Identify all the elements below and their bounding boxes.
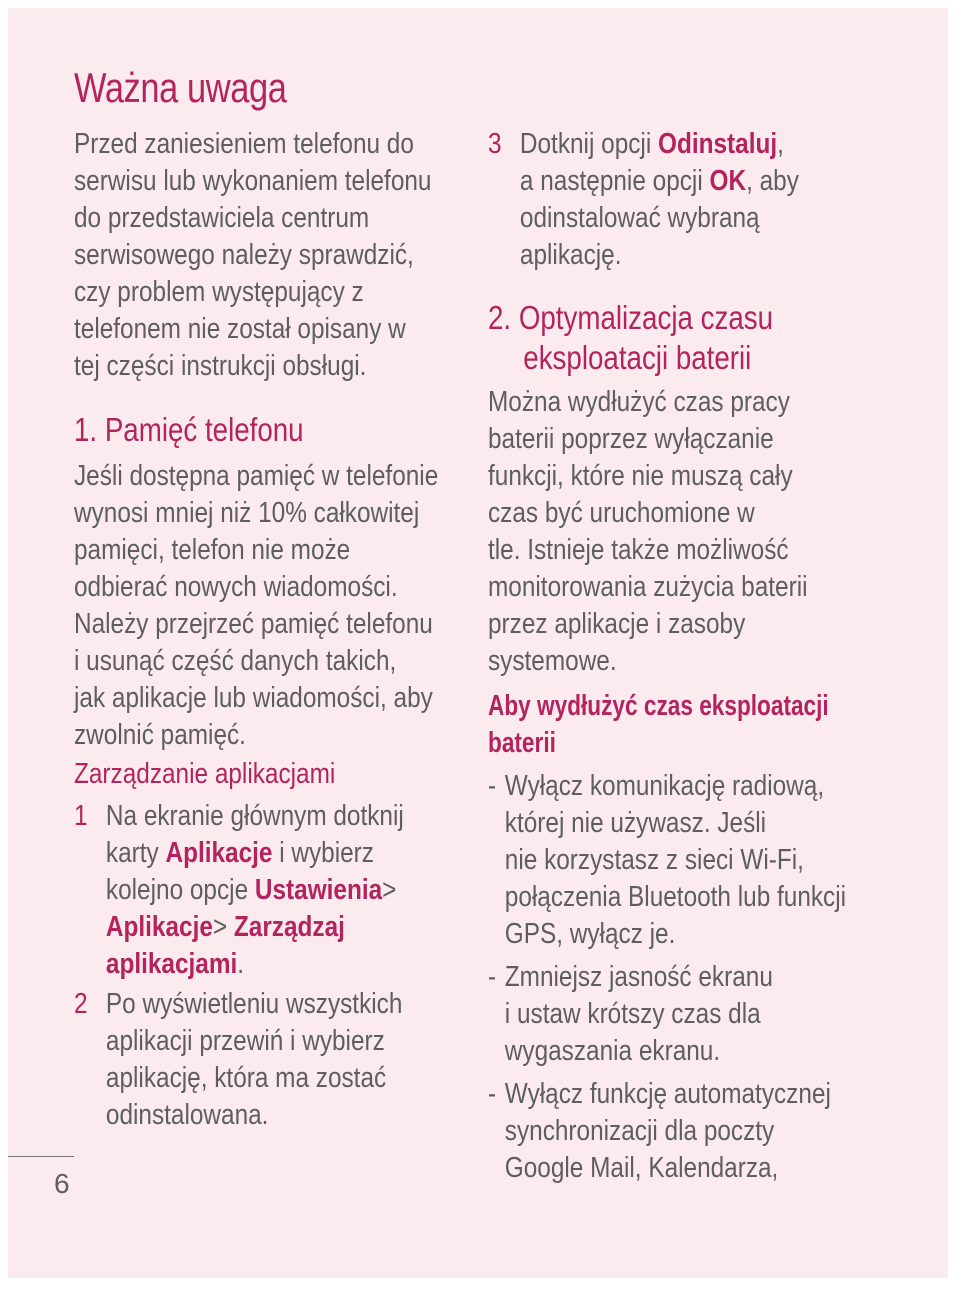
- step1-line: Aplikacje> Zarządzaj: [105, 911, 345, 943]
- section1-heading: 1. Pamięć telefonu: [74, 411, 304, 448]
- step1-line: Na ekranie głównym dotknij: [105, 800, 404, 832]
- bullet-line: Wyłącz funkcję automatycznej: [504, 1078, 831, 1110]
- step2-line: aplikacji przewiń i wybierz: [105, 1025, 385, 1057]
- section2-line: funkcji, które nie muszą cały: [488, 460, 793, 492]
- section1-line: odbierać nowych wiadomości.: [74, 571, 398, 603]
- step1-line: aplikacjami.: [105, 948, 245, 980]
- section1-line: Należy przejrzeć pamięć telefonu: [74, 608, 433, 640]
- intro-line: serwisu lub wykonaniem telefonu: [74, 165, 432, 197]
- intro-paragraph: [74, 126, 477, 385]
- intro-line: do przedstawiciela centrum: [74, 202, 370, 234]
- section2-line: czas być uruchomione w: [488, 497, 755, 529]
- manual-page: [8, 8, 948, 1278]
- section2-line: systemowe.: [488, 645, 617, 677]
- aplikacje-label: Aplikacje: [105, 911, 213, 943]
- bullet-item: [488, 768, 891, 953]
- step3-line: Dotknij opcji Odinstaluj,: [519, 128, 784, 160]
- bullet-marker: -: [488, 1078, 497, 1110]
- bullet-marker: -: [488, 770, 497, 802]
- bullet-line: synchronizacji dla poczty: [504, 1115, 775, 1147]
- step-number: 1: [74, 800, 88, 832]
- apps-subheading: Zarządzanie aplikacjami: [74, 758, 336, 790]
- bullet-line: Wyłącz komunikację radiową,: [504, 770, 825, 802]
- odinstaluj-label: Odinstaluj: [658, 128, 778, 160]
- aplikacjami-label: aplikacjami: [105, 948, 238, 980]
- bullet-line: wygaszania ekranu.: [504, 1035, 721, 1067]
- bullet-line: nie korzystasz z sieci Wi-Fi,: [504, 844, 804, 876]
- intro-line: Przed zaniesieniem telefonu do: [74, 128, 414, 160]
- battery-tips-heading-line: Aby wydłużyć czas eksploatacji: [488, 690, 829, 722]
- section2-line: tle. Istnieje także możliwość: [488, 534, 789, 566]
- intro-line: telefonem nie został opisany w: [74, 313, 406, 345]
- section1-line: wynosi mniej niż 10% całkowitej: [74, 497, 420, 529]
- section2-line: baterii poprzez wyłączanie: [488, 423, 774, 455]
- section2-heading-line: 2. Optymalizacja czasu: [488, 299, 774, 336]
- step3-line: aplikację.: [519, 239, 622, 271]
- section1-line: i usunąć część danych takich,: [74, 645, 397, 677]
- section2-line: monitorowania zużycia baterii: [488, 571, 808, 603]
- bullet-list: [488, 768, 891, 1187]
- battery-tips-heading-line: baterii: [488, 727, 556, 759]
- section2-heading: [488, 298, 925, 378]
- step3-line: odinstalować wybraną: [519, 202, 760, 234]
- bullet-item: [488, 1076, 891, 1187]
- page-title: Ważna uwaga: [74, 64, 287, 111]
- bullet-line: Google Mail, Kalendarza,: [504, 1152, 779, 1184]
- aplikacje-label: Aplikacje: [165, 837, 273, 869]
- step-number: 3: [488, 128, 502, 160]
- intro-line: serwisowego należy sprawdzić,: [74, 239, 414, 271]
- step-2: [74, 986, 477, 1134]
- step1-line: karty Aplikacje i wybierz: [105, 837, 374, 869]
- step2-line: Po wyświetleniu wszystkich: [105, 988, 403, 1020]
- section2-line: Można wydłużyć czas pracy: [488, 386, 790, 418]
- section1-line: pamięci, telefon nie może: [74, 534, 351, 566]
- step2-line: aplikację, która ma zostać: [105, 1062, 387, 1094]
- bullet-line: GPS, wyłącz je.: [504, 918, 676, 950]
- step3-line: a następnie opcji OK, aby: [519, 165, 799, 197]
- step-3: [488, 126, 891, 274]
- section1-paragraph: [74, 458, 477, 754]
- step-1: [74, 798, 477, 983]
- page-number-rule: [8, 1156, 74, 1157]
- bullet-line: której nie używasz. Jeśli: [504, 807, 767, 839]
- section1-line: Jeśli dostępna pamięć w telefonie: [74, 460, 439, 492]
- step1-line: kolejno opcje Ustawienia>: [105, 874, 397, 906]
- section2-line: przez aplikacje i zasoby: [488, 608, 746, 640]
- step2-line: odinstalowana.: [105, 1099, 269, 1131]
- ok-label: OK: [709, 165, 747, 197]
- bullet-item: [488, 959, 891, 1070]
- section2-heading-line: eksploatacji baterii: [523, 339, 752, 376]
- step-number: 2: [74, 988, 88, 1020]
- section1-line: zwolnić pamięć.: [74, 719, 246, 751]
- intro-line: tej części instrukcji obsługi.: [74, 350, 367, 382]
- intro-line: czy problem występujący z: [74, 276, 364, 308]
- section2-paragraph: [488, 384, 891, 680]
- zarzadzaj-label: Zarządzaj: [233, 911, 345, 943]
- bullet-line: połączenia Bluetooth lub funkcji: [504, 881, 847, 913]
- bullet-line: i ustaw krótszy czas dla: [504, 998, 761, 1030]
- page-number: 6: [54, 1168, 70, 1199]
- bullet-line: Zmniejsz jasność ekranu: [504, 961, 773, 993]
- section1-line: jak aplikacje lub wiadomości, aby: [74, 682, 433, 714]
- bullet-marker: -: [488, 961, 497, 993]
- ustawienia-label: Ustawienia: [254, 874, 383, 906]
- battery-tips-heading: [488, 688, 894, 762]
